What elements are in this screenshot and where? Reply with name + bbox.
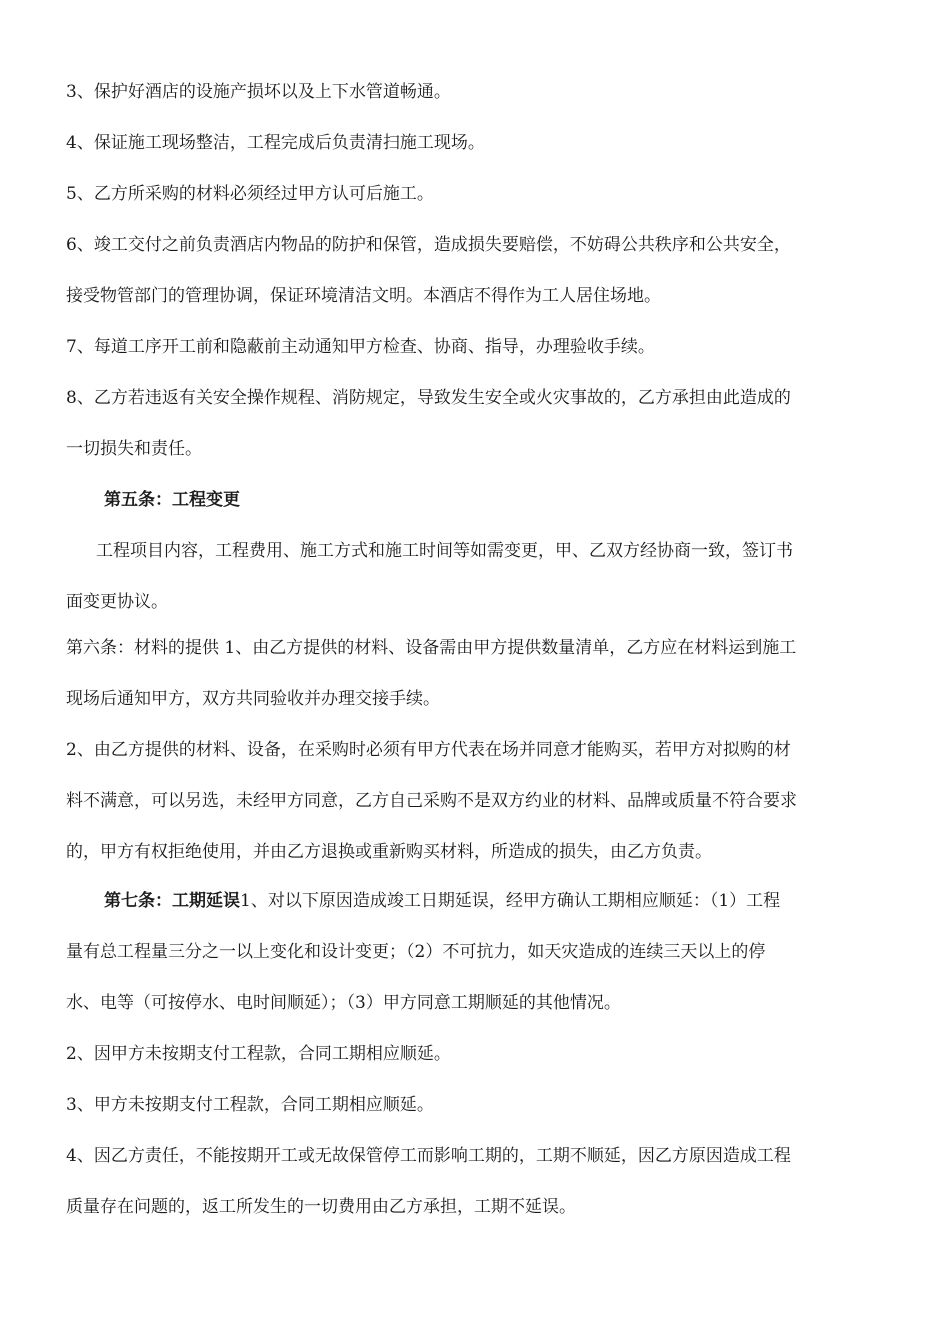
paragraph-line: 4、保证施工现场整洁，工程完成后负责清扫施工现场。: [66, 133, 485, 153]
paragraph-text: 1、对以下原因造成竣工日期延误，经甲方确认工期相应顺延：（1）工程: [240, 891, 781, 911]
paragraph-line: 量有总工程量三分之一以上变化和设计变更；（2）不可抗力，如天灾造成的连续三天以上的停: [66, 942, 766, 962]
section-heading: 第七条：工期延误: [104, 891, 240, 911]
paragraph-line: 6、竣工交付之前负责酒店内物品的防护和保管，造成损失要赔偿，不妨碍公共秩序和公共安全，: [66, 235, 791, 255]
paragraph-line: 第六条：材料的提供 1、由乙方提供的材料、设备需由甲方提供数量清单，乙方应在材料运到施工: [66, 638, 797, 658]
paragraph-line: 现场后通知甲方，双方共同验收并办理交接手续。: [66, 689, 440, 709]
paragraph-line: 3、甲方未按期支付工程款，合同工期相应顺延。: [66, 1095, 434, 1115]
paragraph-line: 接受物管部门的管理协调，保证环境清洁文明。本酒店不得作为工人居住场地。: [66, 286, 661, 306]
section-heading: 第五条：工程变更: [104, 490, 240, 510]
paragraph-line: 工程项目内容，工程费用、施工方式和施工时间等如需变更，甲、乙双方经协商一致，签订书: [96, 541, 793, 561]
paragraph-line: 5、乙方所采购的材料必须经过甲方认可后施工。: [66, 184, 434, 204]
paragraph-line: 水、电等（可按停水、电时间顺延）；（3）甲方同意工期顺延的其他情况。: [66, 993, 621, 1013]
paragraph-line: 7、每道工序开工前和隐蔽前主动通知甲方检查、协商、指导，办理验收手续。: [66, 337, 655, 357]
paragraph-line: 8、乙方若违返有关安全操作规程、消防规定，导致发生安全或火灾事故的，乙方承担由此造成的: [66, 388, 791, 408]
paragraph-line: 一切损失和责任。: [66, 439, 202, 459]
paragraph-line: 质量存在问题的，返工所发生的一切费用由乙方承担，工期不延误。: [66, 1197, 576, 1217]
paragraph-line: 料不满意，可以另选，未经甲方同意，乙方自己采购不是双方约业的材料、品牌或质量不符合要求: [66, 791, 797, 811]
paragraph-line: 2、由乙方提供的材料、设备，在采购时必须有甲方代表在场并同意才能购买，若甲方对拟购的材: [66, 740, 791, 760]
paragraph-line: 4、因乙方责任，不能按期开工或无故保管停工而影响工期的，工期不顺延，因乙方原因造成工程: [66, 1146, 791, 1166]
paragraph-line: 的，甲方有权拒绝使用，并由乙方退换或重新购买材料，所造成的损失，由乙方负责。: [66, 842, 712, 862]
paragraph-line: 面变更协议。: [66, 592, 168, 612]
paragraph-line: 3、保护好酒店的设施产损坏以及上下水管道畅通。: [66, 82, 451, 102]
paragraph-line: 2、因甲方未按期支付工程款，合同工期相应顺延。: [66, 1044, 451, 1064]
paragraph-line: [104, 890, 780, 912]
